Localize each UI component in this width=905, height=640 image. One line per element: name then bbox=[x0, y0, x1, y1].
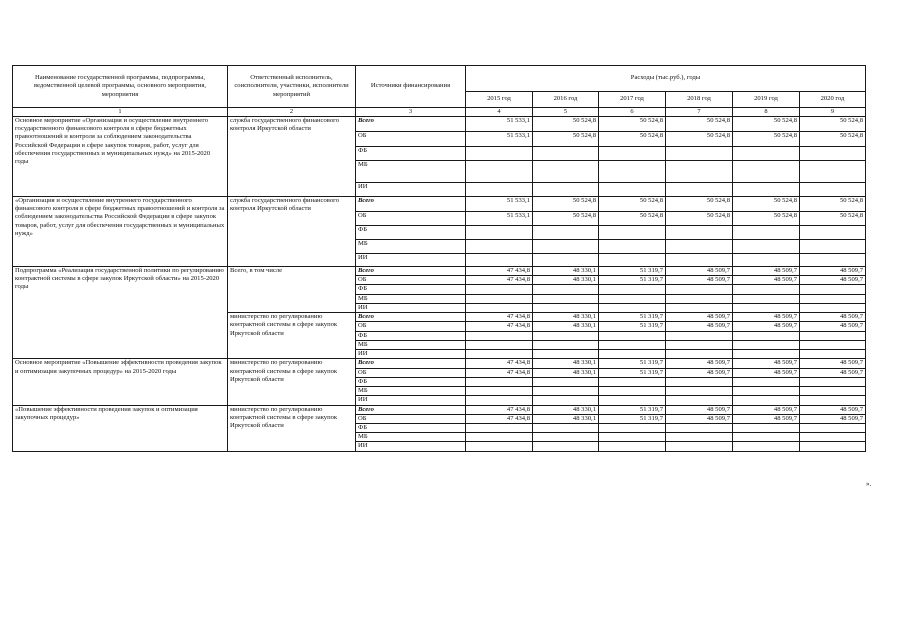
column-number: 7 bbox=[666, 108, 733, 117]
program-name-cell: «Организация и осуществление внутреннего государственного финансового контроля в сфере бюджетных правоотношений и контроля за соблюдением законодательства Российской Федерации в сфере закупок товаров, работ, услуг для обеспечения государственных и муниципальных нужд» bbox=[13, 197, 228, 267]
expense-value-cell: 48 509,7 bbox=[800, 267, 866, 276]
funding-source-cell: ОБ bbox=[356, 414, 466, 423]
header-expenses: Расходы (тыс.руб.), годы bbox=[466, 66, 866, 92]
expense-value-cell bbox=[599, 240, 666, 254]
expense-value-cell bbox=[533, 433, 599, 442]
expense-value-cell: 48 509,7 bbox=[666, 322, 733, 331]
expense-value-cell: 48 330,1 bbox=[533, 276, 599, 285]
expense-value-cell: 50 524,8 bbox=[666, 212, 733, 226]
expense-value-cell: 50 524,8 bbox=[733, 212, 800, 226]
expense-value-cell bbox=[599, 183, 666, 197]
expense-value-cell: 50 524,8 bbox=[533, 212, 599, 226]
expense-value-cell bbox=[599, 423, 666, 432]
table-row bbox=[13, 197, 866, 212]
column-number: 2 bbox=[228, 108, 356, 117]
expense-value-cell bbox=[599, 396, 666, 405]
expense-value-cell: 50 524,8 bbox=[800, 132, 866, 147]
expense-value-cell: 48 330,1 bbox=[533, 368, 599, 377]
responsible-cell: служба государственного финансового контроля Иркутской области bbox=[228, 117, 356, 197]
header-year: 2019 год bbox=[733, 92, 800, 108]
column-number: 5 bbox=[533, 108, 599, 117]
expense-value-cell: 50 524,8 bbox=[666, 197, 733, 212]
expense-value-cell bbox=[800, 442, 866, 451]
responsible-cell: служба государственного финансового контроля Иркутской области bbox=[228, 197, 356, 267]
expense-value-cell: 50 524,8 bbox=[733, 117, 800, 132]
funding-source-cell: ОБ bbox=[356, 212, 466, 226]
expense-value-cell bbox=[599, 387, 666, 396]
expense-value-cell: 48 509,7 bbox=[666, 414, 733, 423]
expense-value-cell bbox=[466, 226, 533, 240]
expense-value-cell: 48 509,7 bbox=[666, 313, 733, 322]
column-number: 1 bbox=[13, 108, 228, 117]
expense-value-cell: 51 319,7 bbox=[599, 267, 666, 276]
expense-value-cell bbox=[666, 377, 733, 386]
expense-value-cell bbox=[733, 377, 800, 386]
expense-value-cell bbox=[466, 442, 533, 451]
expense-value-cell bbox=[533, 387, 599, 396]
funding-source-cell: ИИ bbox=[356, 254, 466, 267]
expense-value-cell bbox=[599, 350, 666, 359]
header-funding-sources: Источники финансирования bbox=[356, 66, 466, 108]
program-name-cell: Подпрограмма «Реализация государственной политики по регулированию контрактной системы в сфере закупок Иркутской области» на 2015-2020 годы bbox=[13, 267, 228, 359]
expense-value-cell: 50 524,8 bbox=[533, 197, 599, 212]
expense-value-cell bbox=[666, 423, 733, 432]
column-numbers-row bbox=[13, 108, 866, 117]
expense-value-cell bbox=[733, 161, 800, 183]
table-row bbox=[13, 359, 866, 368]
expense-value-cell bbox=[533, 240, 599, 254]
expense-value-cell bbox=[533, 147, 599, 161]
expense-value-cell: 50 524,8 bbox=[733, 197, 800, 212]
responsible-cell: Всего, в том числе bbox=[228, 267, 356, 313]
funding-source-cell: МБ bbox=[356, 294, 466, 303]
expense-value-cell: 48 509,7 bbox=[733, 267, 800, 276]
expense-value-cell: 48 509,7 bbox=[800, 368, 866, 377]
expense-value-cell bbox=[733, 340, 800, 349]
expense-value-cell: 50 524,8 bbox=[533, 132, 599, 147]
expense-value-cell bbox=[733, 226, 800, 240]
expense-value-cell bbox=[733, 285, 800, 294]
expense-value-cell bbox=[533, 423, 599, 432]
expense-value-cell bbox=[800, 161, 866, 183]
expense-value-cell bbox=[466, 254, 533, 267]
expense-value-cell: 51 319,7 bbox=[599, 414, 666, 423]
expense-value-cell bbox=[466, 433, 533, 442]
program-name-cell: Основное мероприятие «Организация и осуществление внутреннего государственного финансового контроля в сфере бюджетных правоотношений и контроля за соблюдением законодательства Российской Федерации в сфере закупок товаров, работ, услуг для обеспечения государственных и муниципальных нужд» на 2015-2020 годы bbox=[13, 117, 228, 197]
expense-value-cell bbox=[666, 340, 733, 349]
column-number: 4 bbox=[466, 108, 533, 117]
expense-value-cell bbox=[800, 377, 866, 386]
expense-value-cell: 48 330,1 bbox=[533, 322, 599, 331]
expense-value-cell bbox=[800, 294, 866, 303]
funding-source-cell: ИИ bbox=[356, 442, 466, 451]
header-year: 2015 год bbox=[466, 92, 533, 108]
expense-value-cell bbox=[533, 396, 599, 405]
expense-value-cell bbox=[533, 331, 599, 340]
program-name-cell: «Повышение эффективности проведения закупок и оптимизация закупочных процедур» bbox=[13, 405, 228, 451]
expense-value-cell: 48 509,7 bbox=[733, 322, 800, 331]
header-year: 2016 год bbox=[533, 92, 599, 108]
expense-value-cell: 47 434,8 bbox=[466, 414, 533, 423]
funding-source-cell: ФБ bbox=[356, 226, 466, 240]
expense-value-cell bbox=[733, 442, 800, 451]
expense-value-cell bbox=[666, 387, 733, 396]
table-row bbox=[13, 405, 866, 414]
expense-value-cell bbox=[733, 331, 800, 340]
expense-value-cell: 47 434,8 bbox=[466, 276, 533, 285]
expense-value-cell: 48 509,7 bbox=[733, 405, 800, 414]
expense-value-cell: 50 524,8 bbox=[800, 212, 866, 226]
program-name-cell: Основное мероприятие «Повышение эффективности проведения закупок и оптимизация закупочных процедур» на 2015-2020 годы bbox=[13, 359, 228, 405]
funding-source-cell: ИИ bbox=[356, 396, 466, 405]
expense-value-cell bbox=[733, 433, 800, 442]
header-program-name: Наименование государственной программы, подпрограммы, ведомственной целевой программы, основного мероприятия, мероприятия bbox=[13, 66, 228, 108]
table-body bbox=[13, 117, 866, 452]
funding-source-cell: Всего bbox=[356, 267, 466, 276]
expense-value-cell: 48 509,7 bbox=[733, 368, 800, 377]
expense-value-cell: 51 319,7 bbox=[599, 322, 666, 331]
expense-value-cell bbox=[599, 147, 666, 161]
expense-value-cell bbox=[733, 423, 800, 432]
expense-value-cell bbox=[666, 350, 733, 359]
expense-value-cell: 51 533,1 bbox=[466, 132, 533, 147]
funding-source-cell: МБ bbox=[356, 387, 466, 396]
funding-source-cell: ИИ bbox=[356, 303, 466, 312]
expense-value-cell bbox=[800, 254, 866, 267]
funding-source-cell: МБ bbox=[356, 340, 466, 349]
responsible-cell: министерство по регулированию контрактной системы в сфере закупок Иркутской области bbox=[228, 359, 356, 405]
expense-value-cell bbox=[666, 240, 733, 254]
expense-value-cell bbox=[733, 350, 800, 359]
expense-value-cell bbox=[533, 183, 599, 197]
expense-value-cell bbox=[599, 161, 666, 183]
expense-value-cell bbox=[599, 285, 666, 294]
expense-value-cell bbox=[533, 442, 599, 451]
expense-value-cell bbox=[466, 183, 533, 197]
expense-value-cell: 47 434,8 bbox=[466, 368, 533, 377]
expense-value-cell: 47 434,8 bbox=[466, 359, 533, 368]
expense-value-cell: 48 330,1 bbox=[533, 405, 599, 414]
expense-value-cell: 51 319,7 bbox=[599, 313, 666, 322]
expense-value-cell: 48 509,7 bbox=[800, 313, 866, 322]
header-responsible: Ответственный исполнитель, соисполнители, участники, исполнители мероприятий bbox=[228, 66, 356, 108]
expense-value-cell: 50 524,8 bbox=[800, 197, 866, 212]
expense-value-cell: 50 524,8 bbox=[666, 117, 733, 132]
expense-value-cell: 50 524,8 bbox=[599, 117, 666, 132]
funding-source-cell: Всего bbox=[356, 313, 466, 322]
expense-value-cell bbox=[599, 331, 666, 340]
expense-value-cell: 50 524,8 bbox=[733, 132, 800, 147]
funding-source-cell: ФБ bbox=[356, 377, 466, 386]
expense-value-cell: 48 509,7 bbox=[733, 414, 800, 423]
expense-value-cell: 48 509,7 bbox=[666, 368, 733, 377]
table-row bbox=[13, 117, 866, 132]
expense-value-cell bbox=[533, 350, 599, 359]
expense-value-cell: 50 524,8 bbox=[800, 117, 866, 132]
column-number: 9 bbox=[800, 108, 866, 117]
expense-value-cell bbox=[599, 442, 666, 451]
funding-source-cell: ФБ bbox=[356, 147, 466, 161]
expense-value-cell bbox=[666, 331, 733, 340]
funding-source-cell: ОБ bbox=[356, 322, 466, 331]
expense-value-cell: 47 434,8 bbox=[466, 405, 533, 414]
funding-source-cell: МБ bbox=[356, 240, 466, 254]
expense-value-cell bbox=[533, 377, 599, 386]
expense-value-cell: 48 509,7 bbox=[666, 405, 733, 414]
expense-value-cell: 51 319,7 bbox=[599, 359, 666, 368]
expense-value-cell: 48 330,1 bbox=[533, 313, 599, 322]
funding-source-cell: ФБ bbox=[356, 285, 466, 294]
expense-value-cell bbox=[800, 303, 866, 312]
expense-value-cell: 48 509,7 bbox=[733, 276, 800, 285]
expense-value-cell bbox=[666, 147, 733, 161]
expense-value-cell bbox=[666, 285, 733, 294]
expense-value-cell bbox=[800, 387, 866, 396]
funding-source-cell: ОБ bbox=[356, 276, 466, 285]
expense-value-cell bbox=[666, 254, 733, 267]
funding-source-cell: ФБ bbox=[356, 423, 466, 432]
expense-value-cell bbox=[533, 254, 599, 267]
expense-value-cell bbox=[800, 433, 866, 442]
expense-value-cell: 48 509,7 bbox=[733, 313, 800, 322]
expense-value-cell bbox=[666, 183, 733, 197]
expense-value-cell bbox=[599, 340, 666, 349]
column-number: 8 bbox=[733, 108, 800, 117]
expense-value-cell: 48 509,7 bbox=[666, 359, 733, 368]
expense-value-cell bbox=[800, 396, 866, 405]
expense-value-cell: 48 509,7 bbox=[733, 359, 800, 368]
expense-value-cell bbox=[733, 240, 800, 254]
responsible-cell: министерство по регулированию контрактной системы в сфере закупок Иркутской области bbox=[228, 405, 356, 451]
expense-value-cell bbox=[533, 161, 599, 183]
funding-source-cell: МБ bbox=[356, 161, 466, 183]
expense-value-cell bbox=[466, 240, 533, 254]
expense-value-cell bbox=[733, 183, 800, 197]
expense-value-cell bbox=[466, 423, 533, 432]
expense-value-cell: 51 319,7 bbox=[599, 405, 666, 414]
expense-value-cell bbox=[533, 226, 599, 240]
expense-value-cell: 51 533,1 bbox=[466, 212, 533, 226]
column-number: 3 bbox=[356, 108, 466, 117]
expense-value-cell bbox=[800, 183, 866, 197]
expense-value-cell bbox=[533, 285, 599, 294]
expense-value-cell: 48 509,7 bbox=[666, 276, 733, 285]
funding-source-cell: ИИ bbox=[356, 183, 466, 197]
expense-value-cell bbox=[599, 303, 666, 312]
expense-value-cell bbox=[666, 226, 733, 240]
expense-value-cell: 47 434,8 bbox=[466, 322, 533, 331]
expense-value-cell bbox=[800, 226, 866, 240]
funding-source-cell: ОБ bbox=[356, 132, 466, 147]
expense-value-cell bbox=[599, 433, 666, 442]
expense-value-cell bbox=[733, 387, 800, 396]
expense-value-cell: 48 509,7 bbox=[800, 414, 866, 423]
expense-value-cell: 48 509,7 bbox=[666, 267, 733, 276]
expense-value-cell bbox=[533, 294, 599, 303]
expense-value-cell bbox=[666, 442, 733, 451]
expense-value-cell bbox=[666, 161, 733, 183]
funding-source-cell: Всего bbox=[356, 197, 466, 212]
expense-value-cell bbox=[466, 161, 533, 183]
expense-value-cell: 50 524,8 bbox=[599, 132, 666, 147]
funding-source-cell: Всего bbox=[356, 359, 466, 368]
expense-value-cell: 50 524,8 bbox=[599, 197, 666, 212]
expense-value-cell bbox=[800, 340, 866, 349]
expense-value-cell bbox=[800, 331, 866, 340]
expense-value-cell bbox=[800, 240, 866, 254]
funding-source-cell: МБ bbox=[356, 433, 466, 442]
funding-source-cell: Всего bbox=[356, 405, 466, 414]
expense-value-cell bbox=[733, 303, 800, 312]
expense-value-cell: 48 330,1 bbox=[533, 267, 599, 276]
expense-value-cell bbox=[466, 147, 533, 161]
expense-value-cell: 47 434,8 bbox=[466, 267, 533, 276]
expense-value-cell bbox=[599, 226, 666, 240]
expense-value-cell: 48 509,7 bbox=[800, 322, 866, 331]
expense-value-cell bbox=[466, 387, 533, 396]
expense-value-cell bbox=[533, 340, 599, 349]
expense-value-cell bbox=[599, 377, 666, 386]
header-year: 2018 год bbox=[666, 92, 733, 108]
expense-value-cell bbox=[599, 254, 666, 267]
budget-table-sheet bbox=[12, 65, 866, 452]
expense-value-cell bbox=[733, 147, 800, 161]
table-row bbox=[13, 267, 866, 276]
expense-value-cell bbox=[533, 303, 599, 312]
expense-value-cell: 51 319,7 bbox=[599, 276, 666, 285]
funding-source-cell: ФБ bbox=[356, 331, 466, 340]
expense-value-cell: 48 509,7 bbox=[800, 359, 866, 368]
expense-value-cell bbox=[733, 294, 800, 303]
column-number: 6 bbox=[599, 108, 666, 117]
expense-value-cell: 48 330,1 bbox=[533, 359, 599, 368]
expense-value-cell bbox=[800, 350, 866, 359]
trailing-mark: ». bbox=[866, 480, 872, 488]
expense-value-cell bbox=[800, 423, 866, 432]
expense-value-cell bbox=[466, 396, 533, 405]
funding-source-cell: ИИ bbox=[356, 350, 466, 359]
expense-value-cell bbox=[733, 396, 800, 405]
expense-value-cell bbox=[466, 285, 533, 294]
responsible-cell: министерство по регулированию контрактной системы в сфере закупок Иркутской области bbox=[228, 313, 356, 359]
expense-value-cell bbox=[666, 433, 733, 442]
expense-value-cell: 47 434,8 bbox=[466, 313, 533, 322]
expense-value-cell bbox=[800, 147, 866, 161]
budget-table bbox=[12, 65, 866, 452]
funding-source-cell: Всего bbox=[356, 117, 466, 132]
expense-value-cell bbox=[466, 377, 533, 386]
expense-value-cell bbox=[466, 350, 533, 359]
expense-value-cell bbox=[466, 331, 533, 340]
expense-value-cell: 50 524,8 bbox=[533, 117, 599, 132]
expense-value-cell bbox=[599, 294, 666, 303]
expense-value-cell: 50 524,8 bbox=[599, 212, 666, 226]
funding-source-cell: ОБ bbox=[356, 368, 466, 377]
expense-value-cell bbox=[800, 285, 866, 294]
expense-value-cell: 51 319,7 bbox=[599, 368, 666, 377]
expense-value-cell: 48 330,1 bbox=[533, 414, 599, 423]
header-year: 2020 год bbox=[800, 92, 866, 108]
header-year: 2017 год bbox=[599, 92, 666, 108]
expense-value-cell: 50 524,8 bbox=[666, 132, 733, 147]
expense-value-cell: 48 509,7 bbox=[800, 405, 866, 414]
expense-value-cell bbox=[666, 396, 733, 405]
expense-value-cell bbox=[666, 294, 733, 303]
expense-value-cell: 51 533,1 bbox=[466, 197, 533, 212]
expense-value-cell bbox=[466, 294, 533, 303]
expense-value-cell bbox=[466, 340, 533, 349]
expense-value-cell bbox=[466, 303, 533, 312]
expense-value-cell: 51 533,1 bbox=[466, 117, 533, 132]
expense-value-cell bbox=[666, 303, 733, 312]
expense-value-cell: 48 509,7 bbox=[800, 276, 866, 285]
expense-value-cell bbox=[733, 254, 800, 267]
